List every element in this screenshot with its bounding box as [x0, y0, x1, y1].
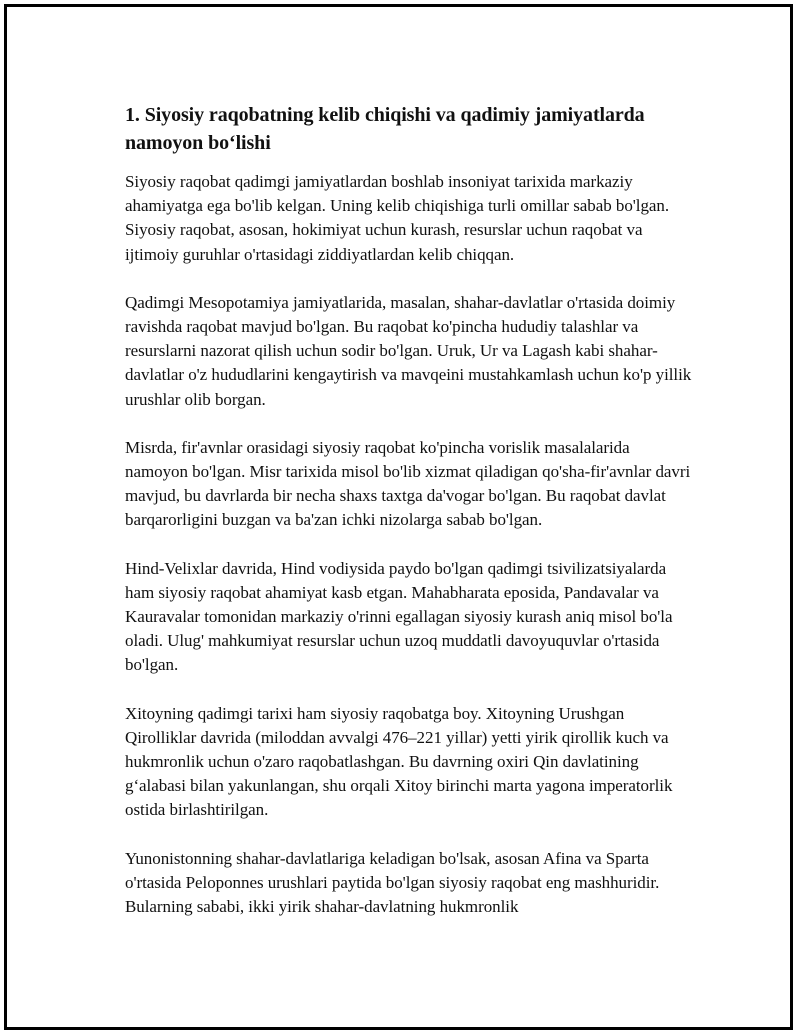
paragraph-egypt: Misrda, fir'avnlar orasidagi siyosiy raqobat ko'pincha vorislik masalalarida namoyon bo'lgan. Misr tarixida misol bo'lib xizmat qiladigan qo'sha-fir'avnlar davri mavjud, bu davrlarda bir necha shaxs taxtga da'vogar bo'lgan. Bu raqobat davlat barqarorligini buzgan va ba'zan ichki nizolarga sabab bo'lgan. — [125, 437, 691, 530]
page-frame — [4, 4, 793, 1030]
section-heading: 1. Siyosiy raqobatning kelib chiqishi va qadimiy jamiyatlarda namoyon bo‘lishi — [125, 104, 645, 154]
document-body — [125, 101, 695, 919]
paragraph-origins: Siyosiy raqobat qadimgi jamiyatlardan boshlab insoniyat tarixida markaziy ahamiyatga ega bo'lib kelgan. Uning kelib chiqishiga turli omillar sabab bo'lgan. Siyosiy raqobat, asosan, hokimiyat uchun kurash, resurslar uchun raqobat va ijtimoiy guruhlar o'rtasidagi ziddiyatlardan kelib chiqqan. — [125, 172, 670, 264]
paragraph-china: Xitoyning qadimgi tarixi ham siyosiy raqobatga boy. Xitoyning Urushgan Qirolliklar davrida (miloddan avvalgi 476–221 yillar) yetti yirik qirollik kuch va hukmronlik uchun o'zaro raqobatlashgan. Bu davrning oxiri Qin davlatining g‘alabasi bilan yakunlangan, shu orqali Xitoy birinchi marta yagona imperatorlik ostida birlashtirilgan. — [125, 703, 673, 820]
paragraph-greece: Yunonistonning shahar-davlatlariga keladigan bo'lsak, asosan Afina va Sparta o'rtasida Peloponnes urushlari paytida bo'lgan siyosiy raqobat eng mashhuridir. Bularning sababi, ikki yirik shahar-davlatning hukmronlik — [125, 848, 660, 917]
paragraph-india: Hind-Velixlar davrida, Hind vodiysida paydo bo'lgan qadimgi tsivilizatsiyalarda ham siyosiy raqobat ahamiyat kasb etgan. Mahabharata eposida, Pandavalar va Kauravalar tomonidan markaziy o'rinni egallagan siyosiy kurash aniq misol bo'la oladi. Ulug' mahkumiyat resurslar uchun uzoq muddatli davoyuquvlar o'rtasida bo'lgan. — [125, 558, 673, 675]
paragraph-mesopotamia: Qadimgi Mesopotamiya jamiyatlarida, masalan, shahar-davlatlar o'rtasida doimiy ravishda raqobat mavjud bo'lgan. Bu raqobat ko'pincha hududiy talashlar va resurslarni nazorat qilish uchun sodir bo'lgan. Uruk, Ur va Lagash kabi shahar-davlatlar o'z hududlarini kengaytirish va mavqeini mustahkamlash uchun ko'p yillik urushlar olib borgan. — [125, 292, 692, 409]
